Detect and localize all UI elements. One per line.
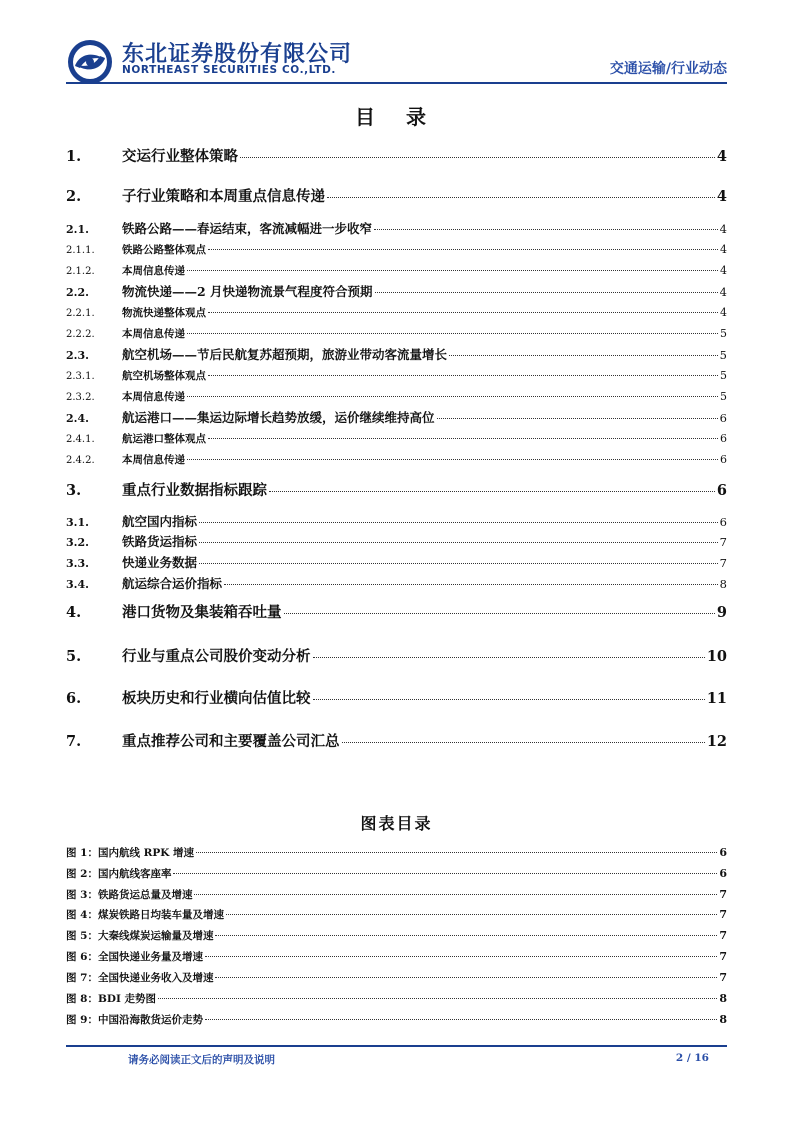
figure-entry-page: 7 [719, 971, 727, 984]
figure-entry[interactable] [66, 949, 727, 965]
toc-entry-page: 7 [719, 556, 727, 570]
toc-entry-title: 快递业务数据 [122, 555, 198, 570]
toc-entry-number: 3.1. [66, 516, 89, 529]
figure-entry-page: 6 [719, 846, 727, 859]
dot-leader [284, 613, 715, 614]
dot-leader [208, 312, 718, 313]
toc-entry-page: 6 [716, 482, 727, 499]
toc-entry[interactable] [66, 368, 727, 384]
toc-entry[interactable] [66, 242, 727, 258]
toc-entry[interactable] [66, 431, 727, 447]
toc-entry[interactable] [66, 263, 727, 279]
report-category: 交通运输/行业动态 [609, 61, 727, 77]
toc-entry-number: 3.3. [66, 557, 89, 570]
dot-leader [342, 742, 705, 743]
figure-entry[interactable] [66, 970, 727, 986]
dot-leader [208, 438, 718, 439]
toc-entry-title: 航空机场——节后民航复苏超预期，旅游业带动客流量增长 [122, 347, 448, 362]
toc-entry-number: 1. [66, 148, 82, 165]
figure-entry-title: 图 7：全国快递业务收入及增速 [66, 972, 214, 984]
dot-leader [196, 852, 717, 853]
toc-entry-number: 2.3.2. [66, 392, 95, 403]
toc-entry[interactable] [66, 389, 727, 405]
toc-entry-title: 重点推荐公司和主要覆盖公司汇总 [122, 733, 340, 750]
toc-entry-title: 航空机场整体观点 [122, 370, 206, 382]
toc-entry-title: 物流快递整体观点 [122, 307, 206, 319]
toc-entry-title: 子行业策略和本周重点信息传递 [122, 188, 325, 205]
figure-entry[interactable] [66, 991, 727, 1007]
dot-leader [313, 699, 705, 700]
dot-leader [226, 914, 717, 915]
page-number: 2 / 16 [675, 1052, 709, 1064]
figure-entry-title: 图 1：国内航线 RPK 增速 [66, 847, 195, 859]
toc-entry-number: 2. [66, 188, 82, 205]
toc-entry[interactable] [66, 305, 727, 321]
toc-entry-page: 7 [719, 535, 727, 549]
toc-entry-page: 4 [716, 148, 727, 165]
toc-entry-number: 3.4. [66, 578, 89, 591]
figure-entry-title: 图 8：BDI 走势图 [66, 993, 157, 1005]
toc-entry-page: 6 [719, 411, 727, 425]
toc-entry-number: 2.2.2. [66, 329, 95, 340]
dot-leader [215, 977, 717, 978]
toc-entry-page: 5 [720, 327, 727, 340]
dot-leader [199, 563, 718, 564]
toc-entry[interactable] [66, 601, 727, 623]
toc-entry-number: 2.4.1. [66, 434, 95, 445]
toc-entry-number: 5. [66, 648, 82, 665]
figure-entry-page: 6 [719, 867, 727, 880]
dot-leader [199, 542, 718, 543]
toc-entry-number: 6. [66, 690, 82, 707]
toc-entry[interactable] [66, 219, 727, 237]
figure-entry-title: 图 5：大秦线煤炭运输量及增速 [66, 930, 214, 942]
toc-entry-title: 航运港口整体观点 [122, 433, 206, 445]
toc-entry-page: 4 [720, 264, 727, 277]
figure-entry-title: 图 2：国内航线客座率 [66, 868, 172, 880]
company-name-cn: 东北证券股份有限公司 [122, 42, 353, 67]
toc-entry-page: 11 [706, 690, 727, 707]
toc-entry-page: 8 [719, 577, 727, 591]
toc-entry-number: 2.3. [66, 349, 89, 362]
toc-entry[interactable] [66, 574, 727, 592]
toc-entry-page: 9 [716, 604, 727, 621]
toc-entry-title: 铁路公路整体观点 [122, 244, 206, 256]
toc-entry-title: 行业与重点公司股价变动分析 [122, 648, 311, 665]
dot-leader [205, 956, 717, 957]
toc-entry-title: 港口货物及集装箱吞吐量 [122, 604, 282, 621]
toc-entry-number: 2.4.2. [66, 455, 95, 466]
toc-entry[interactable] [66, 687, 727, 709]
toc-entry-number: 2.2. [66, 286, 89, 299]
footer-divider [66, 1045, 727, 1047]
dot-leader [215, 935, 717, 936]
toc-entry-number: 2.1.1. [66, 245, 95, 256]
dot-leader [158, 998, 717, 999]
dot-leader [208, 249, 718, 250]
toc-entry-number: 2.2.1. [66, 308, 95, 319]
toc-entry[interactable] [66, 326, 727, 342]
toc-entry[interactable] [66, 730, 727, 752]
toc-entry[interactable] [66, 452, 727, 468]
dot-leader [187, 396, 718, 397]
figure-entry-page: 7 [719, 950, 727, 963]
dot-leader [224, 584, 718, 585]
toc-entry-page: 12 [706, 733, 727, 750]
dot-leader [173, 873, 717, 874]
toc-entry-page: 5 [719, 348, 727, 362]
toc-entry-number: 3. [66, 482, 82, 499]
figure-entry-title: 图 4：煤炭铁路日均装车量及增速 [66, 909, 224, 921]
toc-entry-number: 2.4. [66, 412, 89, 425]
dot-leader [327, 197, 715, 198]
dot-leader [208, 375, 718, 376]
toc-entry[interactable] [66, 553, 727, 571]
figure-entry-page: 7 [719, 929, 727, 942]
toc-entry-number: 4. [66, 604, 82, 621]
dot-leader [187, 459, 718, 460]
toc-entry-title: 交运行业整体策略 [122, 148, 238, 165]
northeast-securities-logo-icon [66, 38, 114, 86]
dot-leader [449, 355, 718, 356]
toc-entry-title: 板块历史和行业横向估值比较 [122, 690, 311, 707]
figure-entry[interactable] [66, 907, 727, 923]
figure-entry[interactable] [66, 928, 727, 944]
dot-leader [194, 894, 717, 895]
toc-entry[interactable] [66, 345, 727, 363]
dot-leader [374, 229, 718, 230]
toc-entry-page: 5 [720, 369, 727, 382]
toc-entry-title: 航运综合运价指标 [122, 576, 223, 591]
toc-entry-number: 3.2. [66, 536, 89, 549]
toc-entry-title: 本周信息传递 [122, 454, 185, 466]
toc-entry-title: 物流快递——2 月快递物流景气程度符合预期 [122, 284, 373, 299]
toc-entry-page: 4 [719, 222, 727, 236]
figures-list-title: 图表目录 [360, 814, 433, 833]
toc-entry-number: 7. [66, 733, 82, 750]
toc-entry-number: 2.1. [66, 223, 89, 236]
toc-entry-title: 航运港口——集运边际增长趋势放缓，运价继续维持高位 [122, 410, 435, 425]
dot-leader [313, 657, 705, 658]
header-divider [66, 82, 727, 84]
figure-entry-title: 图 3：铁路货运总量及增速 [66, 889, 193, 901]
toc-entry-page: 4 [720, 306, 727, 319]
dot-leader [205, 1019, 717, 1020]
figure-entry-title: 图 6：全国快递业务量及增速 [66, 951, 203, 963]
toc-entry[interactable] [66, 645, 727, 667]
dot-leader [240, 157, 715, 158]
toc-entry-title: 本周信息传递 [122, 328, 185, 340]
toc-entry[interactable] [66, 282, 727, 300]
toc-entry-title: 重点行业数据指标跟踪 [122, 482, 267, 499]
toc-entry-page: 6 [720, 432, 727, 445]
toc-entry-page: 4 [719, 285, 727, 299]
toc-entry[interactable] [66, 145, 727, 167]
toc-entry-page: 6 [720, 453, 727, 466]
toc-entry-number: 2.3.1. [66, 371, 95, 382]
toc-entry-title: 铁路货运指标 [122, 534, 198, 549]
dot-leader [269, 491, 715, 492]
toc-entry[interactable] [66, 408, 727, 426]
dot-leader [375, 292, 718, 293]
dot-leader [199, 522, 718, 523]
figure-entry-page: 7 [719, 888, 727, 901]
dot-leader [437, 418, 718, 419]
figure-entry-page: 7 [719, 908, 727, 921]
toc-entry[interactable] [66, 185, 727, 207]
disclaimer-note: 请务必阅读正文后的声明及说明 [128, 1054, 275, 1066]
figure-entry-page: 8 [719, 1013, 727, 1026]
company-name-en: NORTHEAST SECURITIES CO.,LTD. [122, 64, 336, 76]
toc-entry-number: 2.1.2. [66, 266, 95, 277]
page-header [66, 34, 727, 80]
toc-entry[interactable] [66, 532, 727, 550]
toc-entry-title: 本周信息传递 [122, 265, 185, 277]
toc-entry-page: 5 [720, 390, 727, 403]
toc-entry-page: 4 [716, 188, 727, 205]
toc-entry-page: 6 [719, 515, 727, 529]
toc-entry[interactable] [66, 512, 727, 530]
figure-entry-title: 图 9：中国沿海散货运价走势 [66, 1014, 203, 1026]
toc-entry-title: 铁路公路——春运结束，客流减幅进一步收窄 [122, 221, 373, 236]
dot-leader [187, 270, 718, 271]
dot-leader [187, 333, 718, 334]
toc-entry-title: 航空国内指标 [122, 514, 198, 529]
figure-entry[interactable] [66, 866, 727, 882]
toc-title: 目 录 [355, 105, 438, 129]
toc-entry-page: 10 [706, 648, 727, 665]
figure-entry[interactable] [66, 887, 727, 903]
toc-entry-page: 4 [720, 243, 727, 256]
toc-entry-title: 本周信息传递 [122, 391, 185, 403]
toc-entry[interactable] [66, 479, 727, 501]
figure-entry[interactable] [66, 845, 727, 861]
figure-entry-page: 8 [719, 992, 727, 1005]
figure-entry[interactable] [66, 1012, 727, 1028]
